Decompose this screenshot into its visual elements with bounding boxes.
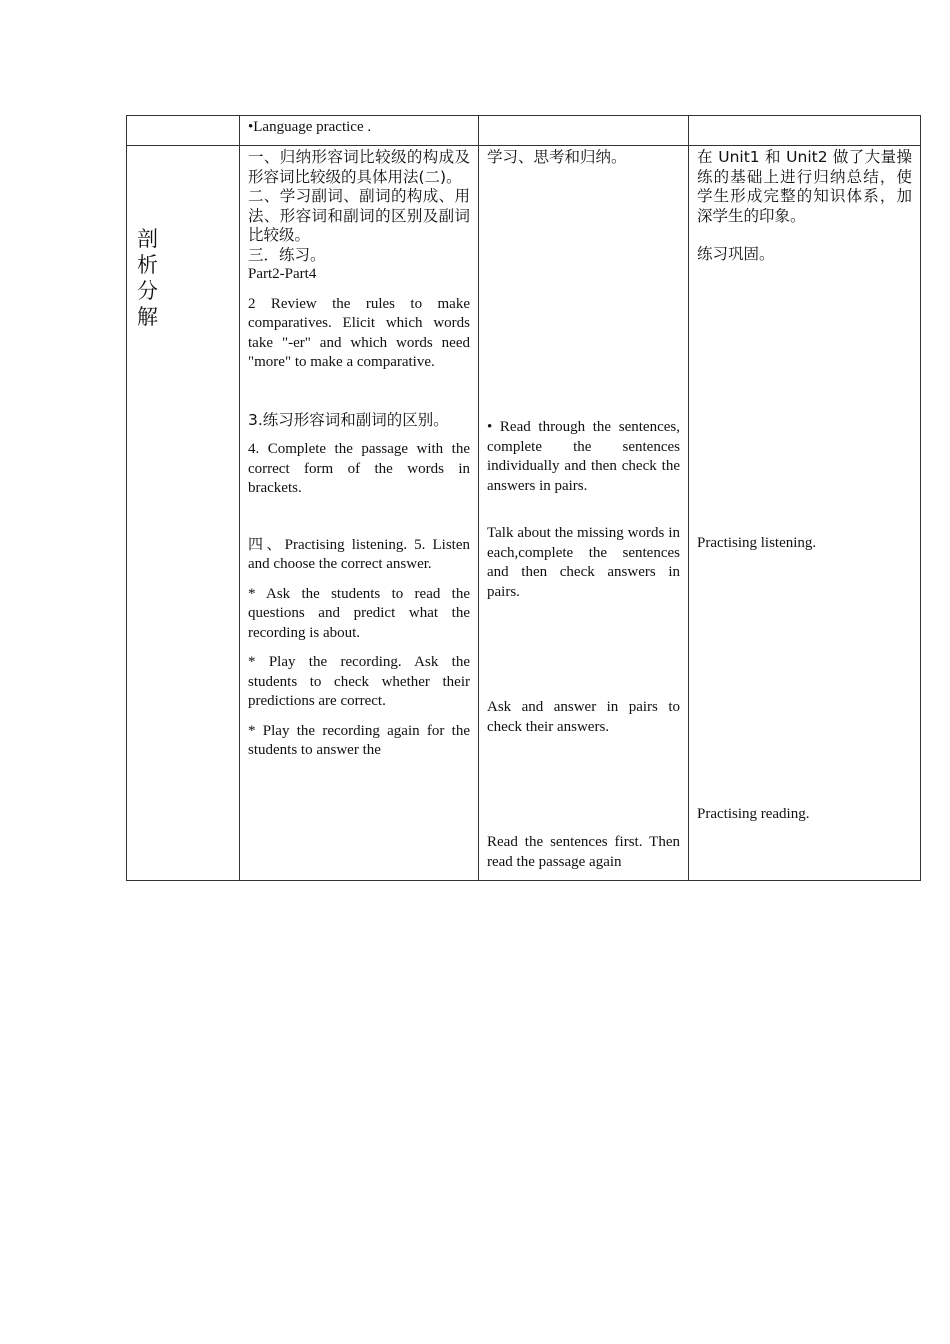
cell-student-activity [479,146,689,881]
purpose-reading-text: Practising reading. [697,806,810,822]
review-text: 2 Review the rules to make comparatives. Elicit which words take "-er" and which words need "more" to make a comparative. [248,295,470,370]
cell-empty [479,116,689,146]
table-row [127,116,921,146]
step1-text: 一、归纳形容词比较级的构成及形容词比较级的具体用法(二)。 [248,148,470,186]
cell-empty [127,116,240,146]
cell-empty [689,116,921,146]
complete4-text: 4. Complete the passage with the correct form of the words in brackets. [248,441,470,496]
play-again-text: * Play the recording again for the students to answer the [248,722,470,758]
listening-step-text: 四、Practising listening. 5. Listen and choose the correct answer. [248,536,470,572]
cell-section-label [127,146,240,881]
table-row [127,146,921,881]
summary-text: 在 Unit1 和 Unit2 做了大量操练的基础上进行归纳总结，使学生形成完整的知识体系，加深学生的印象。 [697,148,912,225]
read-sentences-text: Read the sentences first. Then read the passage again [487,834,680,870]
ask-predict-text: * Ask the students to read the questions and predict what the recording is about. [248,585,470,641]
parts-text: Part2-Part4 [248,266,317,282]
read-through-text: • Read through the sentences, complete the sentences individually and then check the answers in pairs. [487,419,680,494]
step2-text: 二、学习副词、副词的构成、用法、形容词和副词的区别及副词比较级。 [248,187,470,244]
ask-answer-text: Ask and answer in pairs to check their answers. [487,699,680,735]
step3-text: 三．练习。 [248,245,326,264]
consolidate-text: 练习巩固。 [697,245,775,263]
lesson-plan-table [126,115,921,881]
cell-language-practice [240,116,479,146]
purpose-listening-text: Practising listening. [697,535,817,551]
cell-purpose [689,146,921,881]
section-label-vertical: 剖析分解 [137,227,158,329]
talk-about-text: Talk about the missing words in each,complete the sentences and then check answers in pairs. [487,525,680,600]
study-text: 学习、思考和归纳。 [487,148,627,166]
cell-procedure [240,146,479,881]
practice3-text: 3.练习形容词和副词的区别。 [248,410,449,429]
play-check-text: * Play the recording. Ask the students to check whether their predictions are correct. [248,654,470,709]
language-practice-text: •Language practice . [248,119,372,135]
